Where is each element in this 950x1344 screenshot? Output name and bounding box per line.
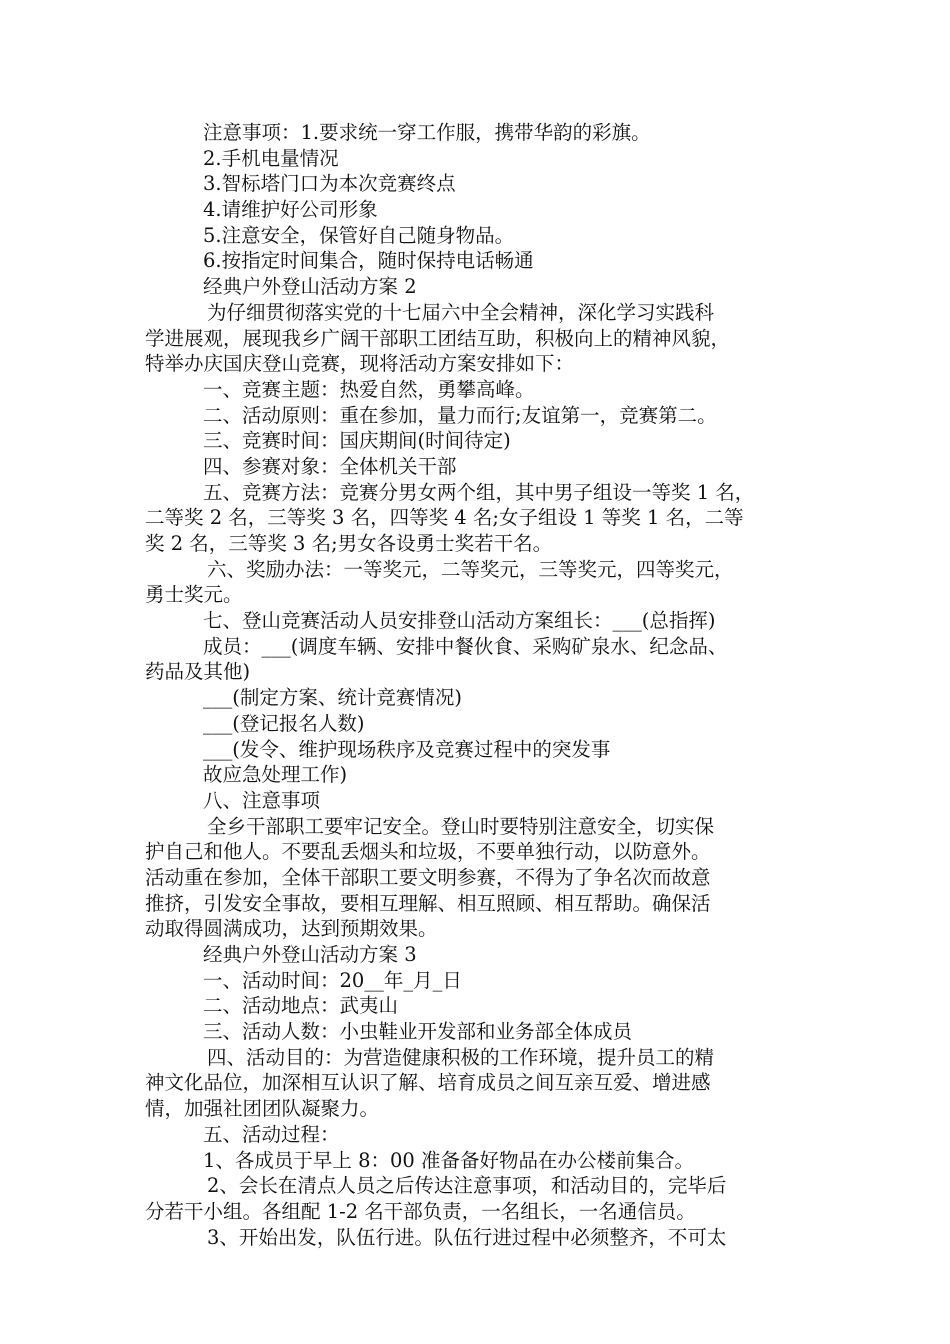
text-line: 二、活动原则：重在参加，量力而行;友谊第一，竞赛第二。 <box>203 403 717 427</box>
text-line: 全乡干部职工要牢记安全。登山时要特别注意安全，切实保 <box>207 814 715 838</box>
text-line: 分若干小组。各组配 1-2 名干部负责，一名组长，一名通信员。 <box>145 1199 696 1223</box>
text-line: 特举办庆国庆登山竞赛，现将活动方案安排如下： <box>145 352 575 376</box>
text-line: 情，加强社团团队凝聚力。 <box>145 1097 380 1121</box>
text-line: 活动重在参加，全体干部职工要文明参赛，不得为了争名次而故意 <box>145 865 711 889</box>
text-line: 动取得圆满成功，达到预期效果。 <box>145 917 438 941</box>
text-line: 故应急处理工作) <box>203 763 348 787</box>
text-line: 5.注意安全，保管好自己随身物品。 <box>203 223 515 247</box>
text-line: 五、活动过程： <box>203 1122 340 1146</box>
text-line: 四、活动目的：为营造健康积极的工作环境，提升员工的精 <box>207 1045 715 1069</box>
text-line: ___(发令、维护现场秩序及竞赛过程中的突发事 <box>203 737 611 761</box>
text-line: 奖 2 名，三等奖 3 名;男女各设勇士奖若干名。 <box>145 532 553 555</box>
text-line: ___(制定方案、统计竞赛情况) <box>203 686 462 710</box>
text-line: 为仔细贯彻落实党的十七届六中全会精神，深化学习实践科 <box>207 300 715 324</box>
text-line: 3.智标塔门口为本次竞赛终点 <box>203 172 456 196</box>
text-line: 二等奖 2 名，三等奖 3 名，四等奖 4 名;女子组设 1 等奖 1 名，二等 <box>145 506 744 530</box>
text-line: 八、注意事项 <box>203 788 321 812</box>
section-heading: 经典户外登山活动方案 2 <box>203 275 417 299</box>
text-line: 勇士奖元。 <box>145 583 243 607</box>
text-line: 一、活动时间：20__年_月_日 <box>203 968 462 992</box>
text-line: 6.按指定时间集合，随时保持电话畅通 <box>203 249 534 273</box>
text-line: 三、竞赛时间：国庆期间(时间待定) <box>203 429 511 453</box>
text-line: 三、活动人数：小虫鞋业开发部和业务部全体成员 <box>203 1020 633 1044</box>
document-body <box>145 120 810 1250</box>
text-line: 学进展观，展现我乡广阔干部职工团结互助，积极向上的精神风貌， <box>145 326 731 350</box>
section-heading: 经典户外登山活动方案 3 <box>203 943 417 966</box>
text-line: 一、竞赛主题：热爱自然，勇攀高峰。 <box>203 377 535 401</box>
text-line: 推挤，引发安全事故，要相互理解、相互照顾、相互帮助。确保活 <box>145 891 711 915</box>
text-line: 注意事项：1.要求统一穿工作服，携带华韵的彩旗。 <box>203 121 651 144</box>
text-line: 药品及其他) <box>145 660 251 684</box>
text-line: 成员：___(调度车辆、安排中餐伙食、采购矿泉水、纪念品、 <box>203 634 728 658</box>
text-line: 七、登山竞赛活动人员安排登山活动方案组长：___(总指挥) <box>203 609 716 633</box>
text-line: 四、参赛对象：全体机关干部 <box>203 454 457 478</box>
text-line: 2.手机电量情况 <box>203 146 339 170</box>
text-line: 4.请维护好公司形象 <box>203 198 378 222</box>
text-line: 六、奖励办法：一等奖元，二等奖元，三等奖元，四等奖元， <box>207 557 734 581</box>
text-line: 2、会长在清点人员之后传达注意事项，和活动目的，完毕后 <box>207 1174 727 1198</box>
text-line: 五、竞赛方法：竞赛分男女两个组，其中男子组设一等奖 1 名， <box>203 480 755 504</box>
text-line: 1、各成员于早上 8：00 准备备好物品在办公楼前集合。 <box>203 1148 695 1172</box>
text-line: 二、活动地点：武夷山 <box>203 994 399 1018</box>
text-line: 护自己和他人。不要乱丢烟头和垃圾，不要单独行动，以防意外。 <box>145 840 711 864</box>
text-line: 3、开始出发，队伍行进。队伍行进过程中必须整齐，不可太 <box>207 1225 727 1249</box>
text-line: 神文化品位，加深相互认识了解、培育成员之间互亲互爱、增进感 <box>145 1071 711 1095</box>
text-line: ___(登记报名人数) <box>203 711 365 735</box>
